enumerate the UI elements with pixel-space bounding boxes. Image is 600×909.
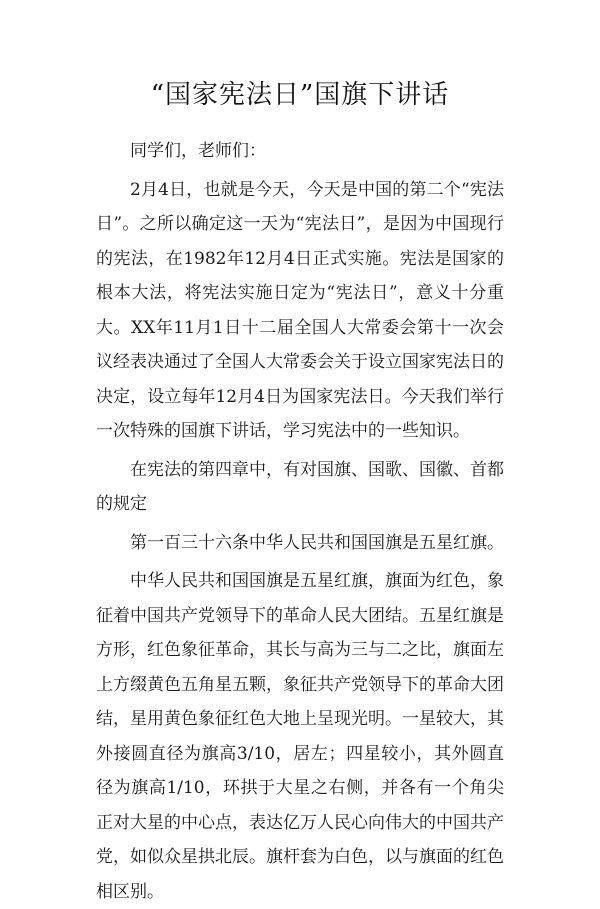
paragraph-flag-description: 中华人民共和国国旗是五星红旗，旗面为红色，象征着中国共产党领导下的革命人民大团结。五星红旗是方形，红色象征革命，其长与高为三与二之比，旗面左上方缀黄色五角星五颗，象征共产党领导下的革命大团结，星用黄色象征红色大地上呈现光明。一星较大，其外接圆直径为旗高3/10，居左；四星较小，其外圆直径为旗高1/10，环拱于大星之右侧，并各有一个角尖正对大星的中心点，表达亿万人民心向伟大的中国共产党，如似众星拱北辰。旗杆套为白色，以与旗面的红色相区别。 <box>96 571 504 902</box>
paragraph-greeting: 同学们，老师们： <box>130 141 266 161</box>
document-title: “国家宪法日”国旗下讲话 <box>150 80 450 110</box>
paragraph-article-136: 第一百三十六条中华人民共和国国旗是五星红旗。 <box>130 532 504 553</box>
paragraph-chapter-four: 在宪法的第四章中，有对国旗、国歌、国徽、首都的规定 <box>96 459 504 514</box>
paragraph-constitution-day: 2月4日，也就是今天，今天是中国的第二个“宪法日”。之所以确定这一天为“宪法日”，是因为中国现行的宪法，在1982年12月4日正式实施。宪法是国家的根本大法，将宪法实施日定为“宪法日”，意义十分重大。XX年11月1日十二届全国人大常委会第十一次会议经表决通过了全国人大常委会关于设立国家宪法日的决定，设立每年12月4日为国家宪法日。今天我们举行一次特殊的国旗下讲话，学习宪法中的一些知识。 <box>96 179 504 441</box>
